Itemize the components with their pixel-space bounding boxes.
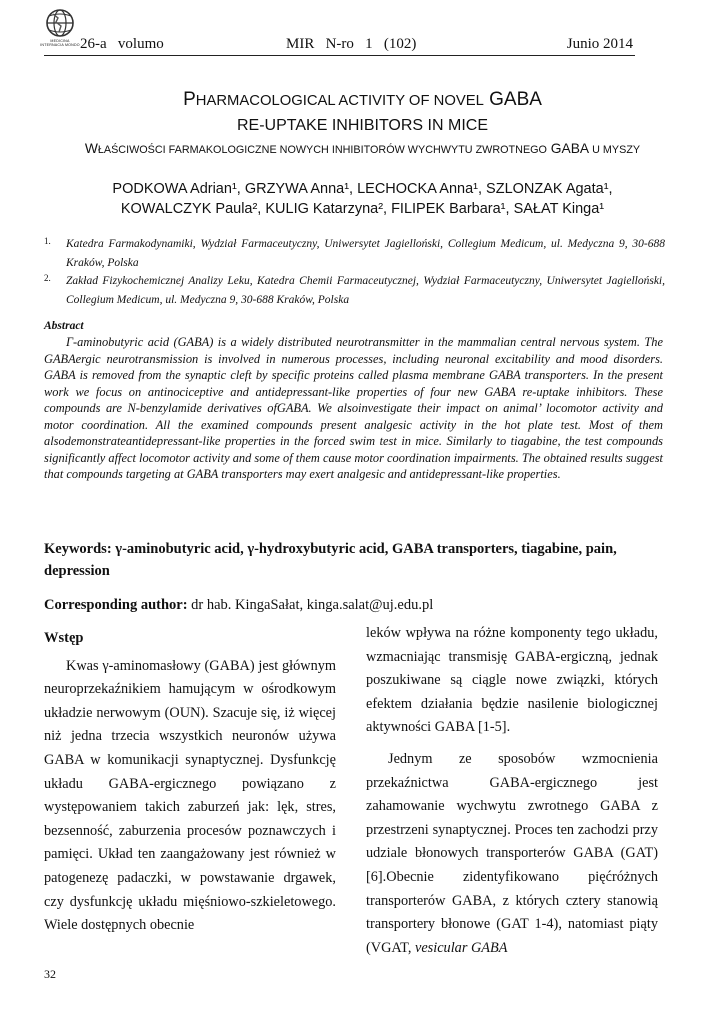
body-column-left — [44, 627, 336, 938]
body-paragraph: Kwas γ-aminomasłowy (GABA) jest głównym neuroprzekaźnikiem hamującym w ośrodkowym układzie nerwowym (OUN). Szacuje się, iż więcej niż jedna trzecia wszystkich neuronów używa GABA w komunikacji synaptycznej. Dysfunkcję układu GABA-ergicznego powiązano z występowaniem takich zaburzeń jak: lęk, stres, bezsenność, zaburzenia procesów poznawczych i pamięci. Układ ten zaangażowany jest również w patogenezę padaczki, w powstawanie drgawek, czy dysfunkcję układu mięśniowo-szkieletowego. Wiele dostępnych obecnie — [44, 657, 336, 934]
abstract-heading: Abstract — [44, 320, 84, 332]
author-line-2: KOWALCZYK Paula², KULIG Katarzyna², FILIPEK Barbara¹, SAŁAT Kinga¹ — [120, 201, 605, 217]
body-column-right — [366, 622, 658, 960]
article-title-pl: WŁAŚCIWOŚCI FARMAKOLOGICZNE NOWYCH INHIBITORÓW WYCHWYTU ZWROTNEGO GABA U MYSZY — [84, 141, 641, 156]
affiliation-1: 1. Katedra Farmakodynamiki, Wydział Farmaceutyczny, Uniwersytet Jagielloński, Collegium Medicum, ul. Medyczna 9, 30-688 Kraków, Polska — [44, 236, 665, 269]
page-number: 32 — [44, 967, 56, 981]
body-paragraph: leków wpływa na różne komponenty tego układu, wzmacniając transmisję GABA-ergiczną, jednak poszukiwane są ciągle nowe związki, których efektem działania będzie nasilenie biologicznej aktywności GABA [1-5]. — [366, 625, 658, 736]
abstract-body: Γ-aminobutyric acid (GABA) is a widely distributed neurotransmitter in the mammalian central nervous system. The GABAergic neurotransmission is involved in numerous processes, including neuronal excitability and mood disorders. GABA is removed from the synaptic cleft by specific proteins called plasma membrane GABA transporters. In the present work we focus on antinociceptive and antidepressant-like properties of four new GABA re-uptake inhibitors. These compounds are N-benzylamide derivatives ofGABA. We alsoinvestigate their impact on animal’ locomotor activity and motor coordination. All the examined compounds present analgesic activity in the hot plate test. Most of them alsodemonstrateantidepressant-like properties in the forced swim test in mice. Similarly to tiagabine, the test compounds significantly affect locomotor activity and some of them cause motor coordination impairments. The obtained results suggest that compounds targeting at GABA transporters may exert analgesic and antidepressant-like properties. — [44, 335, 663, 481]
affiliation-2: 2. Zakład Fizykochemicznej Analizy Leku, Katedra Chemii Farmaceutycznej, Wydział Farmaceutyczny, Uniwersytet Jagielloński, Collegium Medicum, ul. Medyczna 9, 30-688 Kraków, Polska — [44, 273, 665, 306]
logo-text: MEDICINA INTERNACIA MONDO — [40, 39, 80, 48]
corresponding-author-label: Corresponding author: — [44, 597, 188, 613]
corresponding-author-value: dr hab. KingaSałat, kinga.salat@uj.edu.pl — [187, 597, 434, 613]
article-title-en-line2: RE-UPTAKE INHIBITORS IN MICE — [237, 117, 488, 134]
header-issue: 26-a volumo — [80, 36, 164, 52]
article-title-en: PHARMACOLOGICAL ACTIVITY OF NOVEL GABA — [183, 89, 542, 110]
header-journal: MIR N-ro 1 (102) — [286, 36, 417, 52]
header-date: Junio 2014 — [566, 36, 633, 52]
corresponding-author — [44, 597, 663, 614]
author-list — [60, 179, 665, 219]
keywords: Keywords: γ-aminobutyric acid, γ-hydroxybutyric acid, GABA transporters, tiagabine, pain, depression — [44, 541, 617, 579]
header-rule — [44, 55, 635, 56]
journal-logo — [40, 8, 80, 54]
body-paragraph: Jednym ze sposobów wzmocnienia przekaźnictwa GABA-ergicznego jest zahamowanie wychwytu zwrotnego GABA z przestrzeni synaptycznej. Proces ten zachodzi przy udziale błonowych transporterów GABA (GAT)[6].Obecnie zidentyfikowano pięćróżnych transporterów GABA, z których cztery stanowią transportery błonowe (GAT 1-4), natomiast piąty (VGAT, vesicular GABA — [366, 750, 658, 956]
author-line-1: PODKOWA Adrian¹, GRZYWA Anna¹, LECHOCKA Anna¹, SZLONZAK Agata¹, — [112, 181, 613, 197]
section-heading-wstep: Wstęp — [44, 630, 84, 646]
